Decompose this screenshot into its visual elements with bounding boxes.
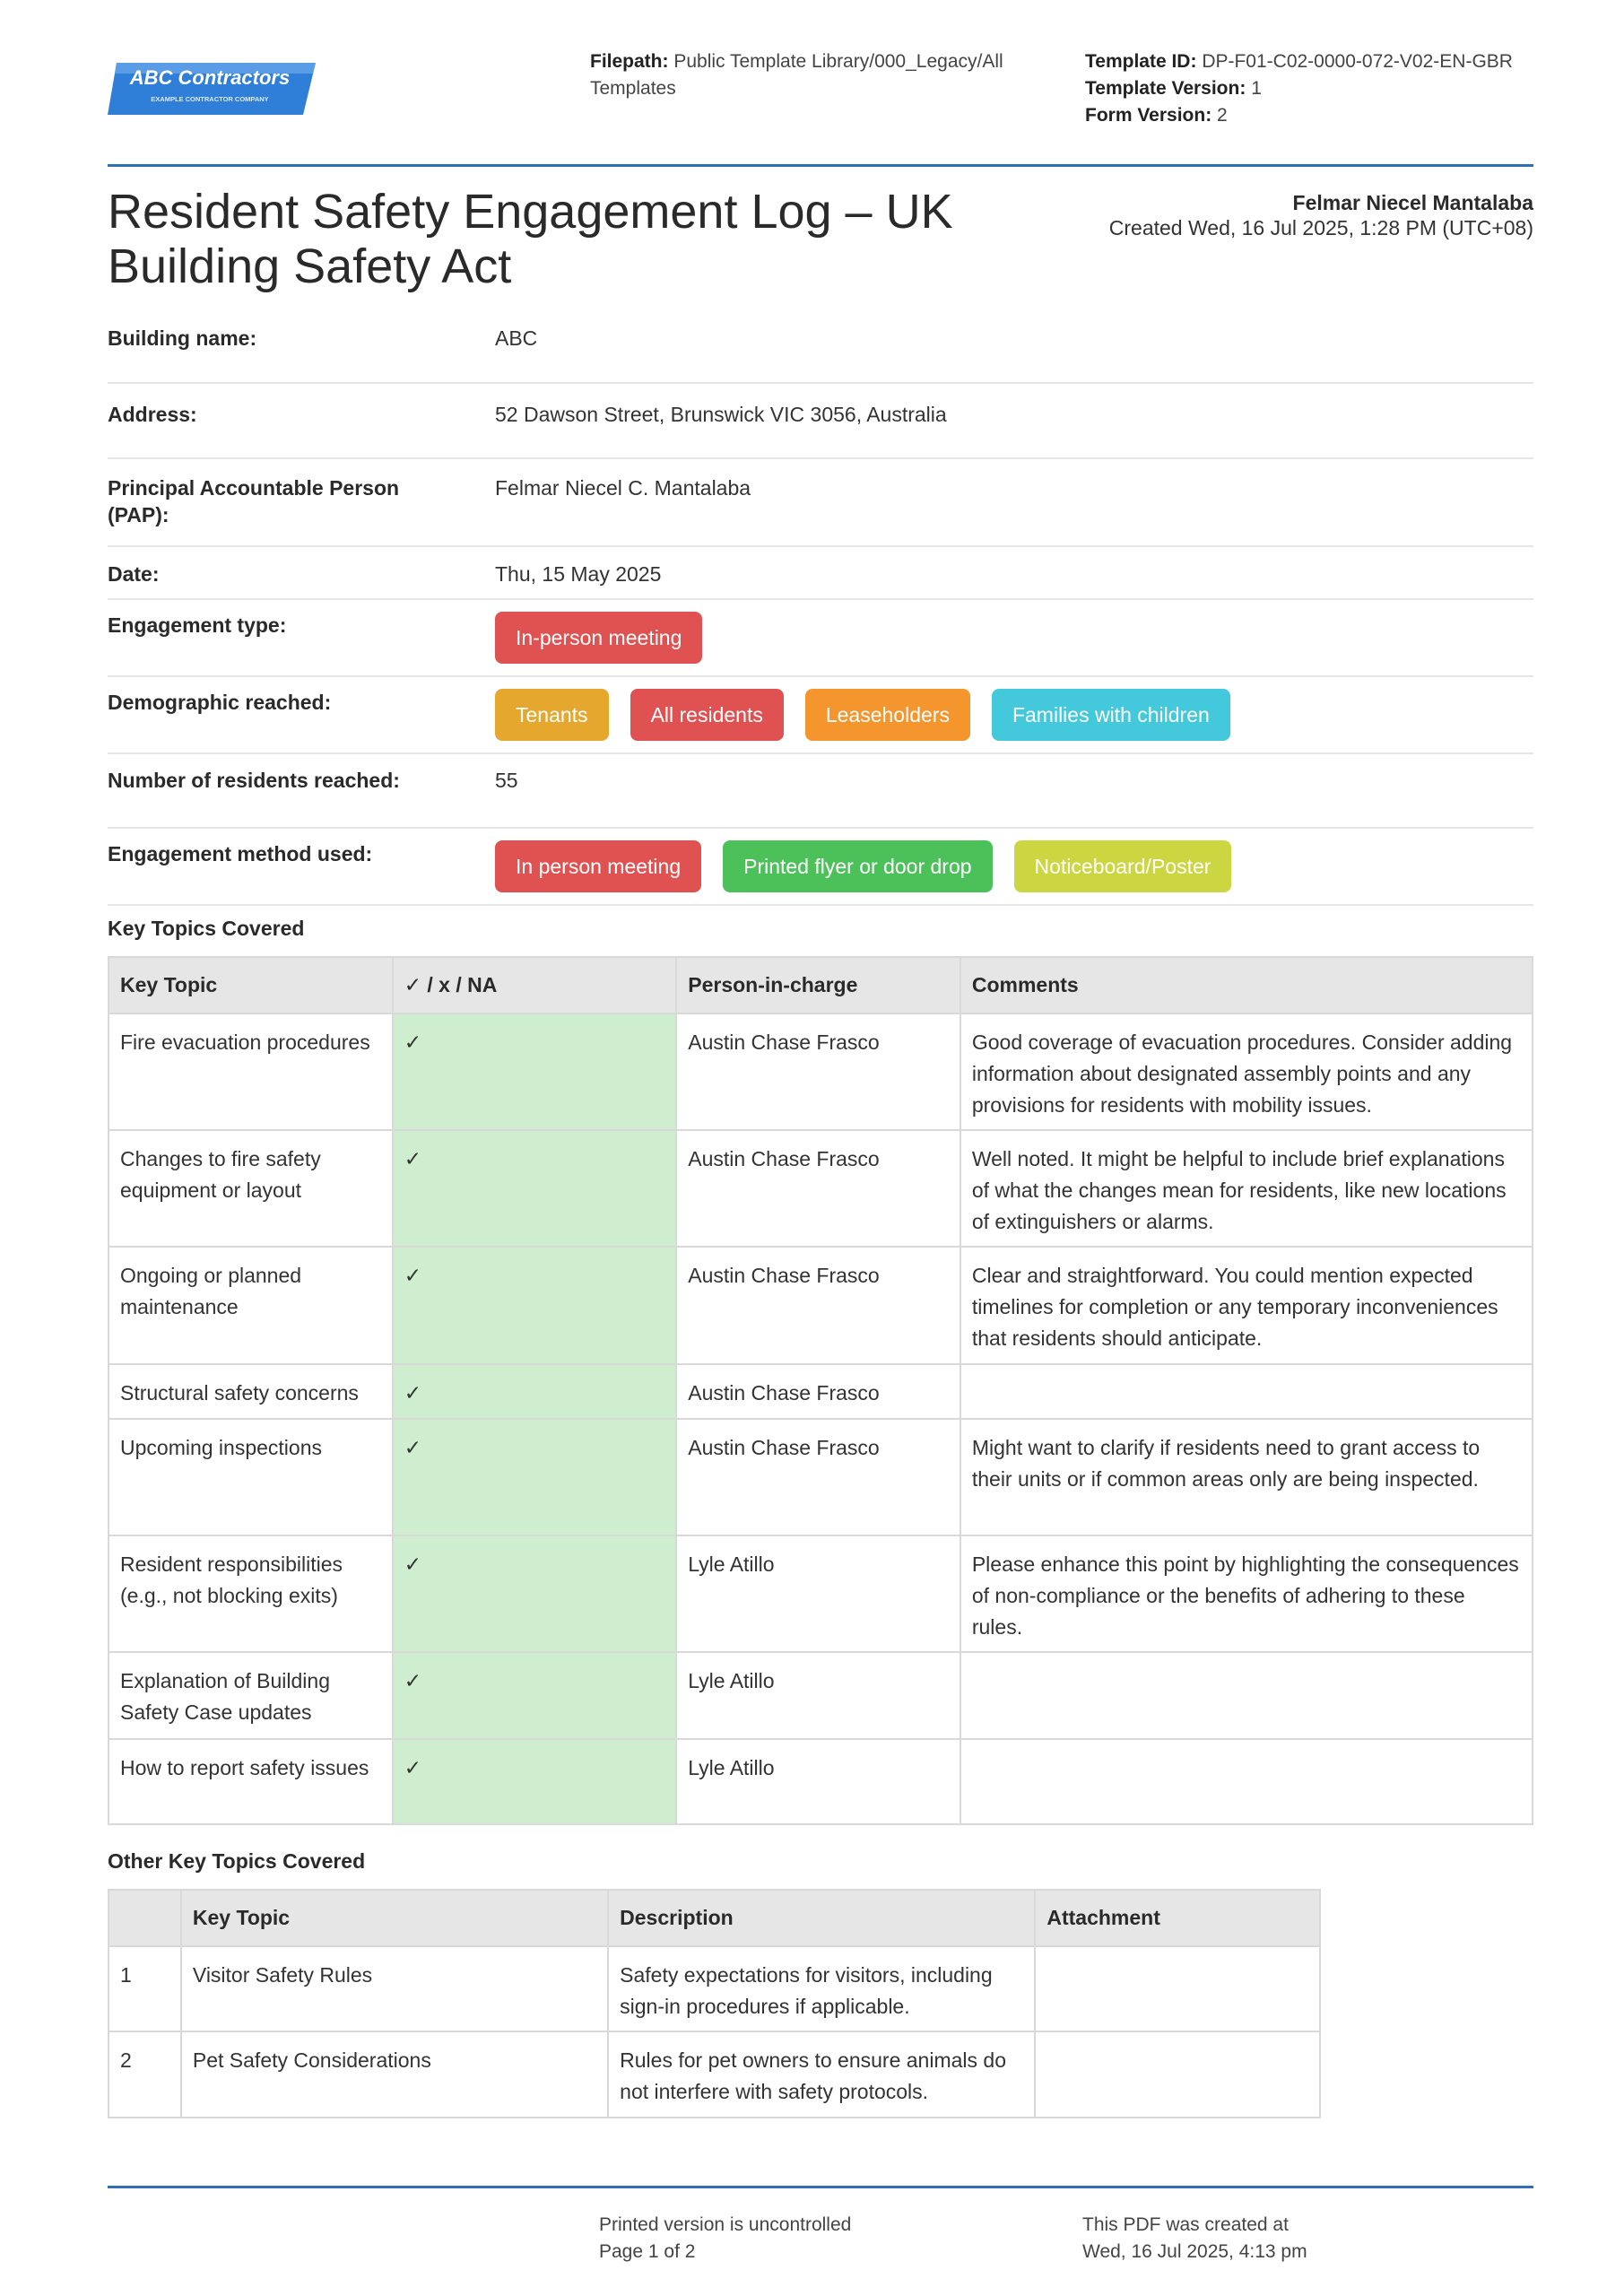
page-number: Page 1 of 2 — [599, 2241, 696, 2262]
comment-cell: Clear and straightforward. You could mention expected timelines for completion or any temporary inconveniences that residents should anticipate. — [960, 1247, 1533, 1364]
table-row — [109, 1739, 1533, 1824]
table-row — [109, 1535, 1533, 1652]
created-date: Created Wed, 16 Jul 2025, 1:28 PM (UTC+08) — [1108, 216, 1533, 239]
chip-all-residents: All residents — [630, 689, 784, 741]
attachment-cell — [1035, 2031, 1320, 2118]
method-chips — [495, 840, 1533, 904]
table-row — [109, 1247, 1533, 1364]
comment-cell: Might want to clarify if residents need to grant access to their units or if common areas only are being inspected. — [960, 1419, 1533, 1535]
topic-cell: Ongoing or planned maintenance — [109, 1247, 393, 1364]
topic-cell: Visitor Safety Rules — [181, 1946, 608, 2031]
chip-in-person-meeting: In-person meeting — [495, 612, 702, 664]
comment-cell — [960, 1364, 1533, 1419]
table-row — [109, 2031, 1320, 2118]
status-cell: ✓ — [393, 1739, 677, 1824]
comment-cell — [960, 1652, 1533, 1739]
field-value: 52 Dawson Street, Brunswick VIC 3056, Australia — [495, 403, 947, 426]
status-cell: ✓ — [393, 1364, 677, 1419]
template-version-value: 1 — [1251, 78, 1262, 99]
table-row — [109, 1130, 1533, 1247]
template-info — [1085, 48, 1533, 129]
column-header: Description — [608, 1890, 1035, 1946]
description-cell: Safety expectations for visitors, including sign-in procedures if applicable. — [608, 1946, 1035, 2031]
topic-cell: Explanation of Building Safety Case updates — [109, 1652, 393, 1739]
company-logo — [108, 59, 316, 117]
table-row — [109, 1652, 1533, 1739]
key-topics-heading: Key Topics Covered — [108, 917, 305, 940]
comment-cell: Good coverage of evacuation procedures. Consider adding information about designated assembly points and any provisions for residents with mobility issues. — [960, 1013, 1533, 1130]
field-date — [108, 547, 1533, 600]
topic-cell: How to report safety issues — [109, 1739, 393, 1824]
table-header-row — [109, 957, 1533, 1013]
field-label: Principal Accountable Person (PAP): — [108, 476, 400, 526]
person-cell: Austin Chase Frasco — [676, 1013, 960, 1130]
chip-families-with-children: Families with children — [992, 689, 1230, 741]
demographic-chips — [495, 689, 1533, 752]
person-cell: Austin Chase Frasco — [676, 1247, 960, 1364]
status-cell: ✓ — [393, 1130, 677, 1247]
form-version-value: 2 — [1217, 105, 1228, 126]
logo-tagline: EXAMPLE CONTRACTOR COMPANY — [151, 95, 269, 103]
field-value: ABC — [495, 326, 538, 350]
template-version-label: Template Version: — [1085, 78, 1246, 99]
field-label: Engagement type: — [108, 613, 287, 637]
description-cell: Rules for pet owners to ensure animals do not interfere with safety protocols. — [608, 2031, 1035, 2118]
engagement-type-chips — [495, 612, 1533, 675]
person-cell: Lyle Atillo — [676, 1535, 960, 1652]
row-number: 2 — [109, 2031, 181, 2118]
chip-in-person-meeting: In person meeting — [495, 840, 701, 892]
form-version-label: Form Version: — [1085, 105, 1212, 126]
person-cell: Austin Chase Frasco — [676, 1419, 960, 1535]
table-row — [109, 1946, 1320, 2031]
pdf-created-label: This PDF was created at — [1082, 2214, 1289, 2235]
table-row — [109, 1364, 1533, 1419]
chip-leaseholders: Leaseholders — [805, 689, 970, 741]
chip-noticeboard-poster: Noticeboard/Poster — [1014, 840, 1232, 892]
field-engagement-method — [108, 829, 1533, 906]
field-value: 55 — [495, 769, 518, 792]
comment-cell: Well noted. It might be helpful to include brief explanations of what the changes mean for residents, like new locations of extinguishers or alarms. — [960, 1130, 1533, 1247]
table-header-row — [109, 1890, 1320, 1946]
template-id-label: Template ID: — [1085, 51, 1197, 72]
field-demographic — [108, 677, 1533, 754]
topic-cell: Fire evacuation procedures — [109, 1013, 393, 1130]
field-address — [108, 384, 1533, 459]
column-header: Key Topic — [109, 957, 393, 1013]
document-page — [108, 0, 1533, 2296]
column-header: ✓ / x / NA — [393, 957, 677, 1013]
field-label: Engagement method used: — [108, 842, 373, 865]
status-cell: ✓ — [393, 1247, 677, 1364]
topic-cell: Pet Safety Considerations — [181, 2031, 608, 2118]
column-header: Person-in-charge — [676, 957, 960, 1013]
filepath-value: Public Template Library/000_Legacy/All Templates — [590, 51, 1003, 99]
footer-print-info — [599, 2212, 851, 2266]
key-topics-table — [108, 956, 1533, 1825]
row-number: 1 — [109, 1946, 181, 2031]
pdf-created-value: Wed, 16 Jul 2025, 4:13 pm — [1082, 2241, 1307, 2262]
table-row — [109, 1013, 1533, 1130]
column-header: Attachment — [1035, 1890, 1320, 1946]
field-engagement-type — [108, 600, 1533, 677]
info-fields — [108, 305, 1533, 906]
author-name: Felmar Niecel Mantalaba — [1292, 191, 1533, 214]
field-building-name — [108, 305, 1533, 384]
filepath-block — [590, 48, 1056, 102]
page-header — [108, 0, 1533, 167]
person-cell: Lyle Atillo — [676, 1739, 960, 1824]
field-label: Address: — [108, 403, 197, 426]
field-value: Felmar Niecel C. Mantalaba — [495, 476, 751, 500]
uncontrolled-note: Printed version is uncontrolled — [599, 2214, 852, 2235]
page-footer — [108, 2186, 1533, 2262]
field-label: Date: — [108, 562, 160, 586]
comment-cell: Please enhance this point by highlighting the consequences of non-compliance or the benefits of adhering to these rules. — [960, 1535, 1533, 1652]
field-residents-reached — [108, 754, 1533, 829]
logo-name: ABC Contractors — [129, 66, 291, 89]
footer-created-info — [1082, 2212, 1307, 2266]
other-topics-table — [108, 1889, 1321, 2118]
person-cell: Austin Chase Frasco — [676, 1130, 960, 1247]
author-block — [1109, 190, 1533, 240]
comment-cell — [960, 1739, 1533, 1824]
filepath-label: Filepath: — [590, 51, 669, 72]
chip-printed-flyer: Printed flyer or door drop — [723, 840, 992, 892]
topic-cell: Structural safety concerns — [109, 1364, 393, 1419]
status-cell: ✓ — [393, 1652, 677, 1739]
field-label: Number of residents reached: — [108, 769, 400, 792]
field-value: Thu, 15 May 2025 — [495, 562, 662, 586]
column-header: Comments — [960, 957, 1533, 1013]
topic-cell: Upcoming inspections — [109, 1419, 393, 1535]
status-cell: ✓ — [393, 1013, 677, 1130]
page-title: Resident Safety Engagement Log – UK Building Safety Act — [108, 185, 953, 293]
person-cell: Lyle Atillo — [676, 1652, 960, 1739]
column-header — [109, 1890, 181, 1946]
status-cell: ✓ — [393, 1419, 677, 1535]
other-topics-heading: Other Key Topics Covered — [108, 1849, 366, 1873]
template-id-value: DP-F01-C02-0000-072-V02-EN-GBR — [1202, 51, 1513, 72]
field-pap — [108, 459, 1533, 547]
topic-cell: Resident responsibilities (e.g., not blocking exits) — [109, 1535, 393, 1652]
chip-tenants: Tenants — [495, 689, 609, 741]
column-header: Key Topic — [181, 1890, 608, 1946]
table-row — [109, 1419, 1533, 1535]
person-cell: Austin Chase Frasco — [676, 1364, 960, 1419]
field-label: Building name: — [108, 326, 257, 350]
topic-cell: Changes to fire safety equipment or layout — [109, 1130, 393, 1247]
field-label: Demographic reached: — [108, 691, 332, 714]
attachment-cell — [1035, 1946, 1320, 2031]
status-cell: ✓ — [393, 1535, 677, 1652]
